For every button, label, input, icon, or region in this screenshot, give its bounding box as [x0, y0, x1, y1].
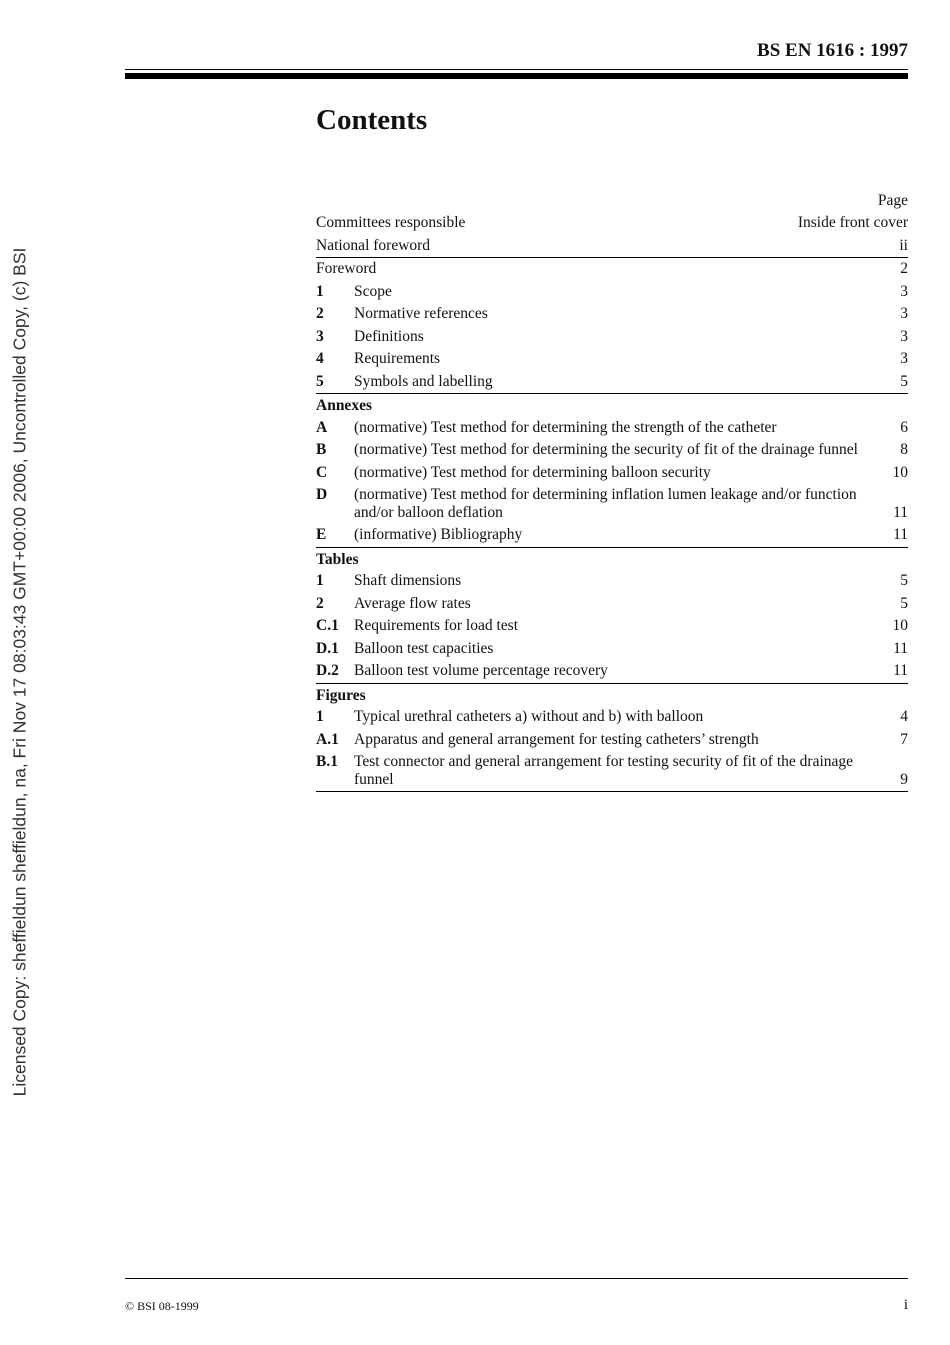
- toc-entry-number: A.1: [316, 730, 339, 748]
- copyright: © BSI 08-1999: [125, 1299, 199, 1313]
- toc-entry-title: (normative) Test method for determining balloon security: [354, 463, 711, 481]
- toc-entry-page: 11: [893, 662, 908, 679]
- toc-entry-title: (normative) Test method for determining the strength of the catheter: [354, 418, 777, 436]
- toc-entry-page: 8: [900, 441, 908, 458]
- toc-entry-number: 1: [316, 282, 324, 300]
- toc-row[interactable]: [316, 615, 908, 638]
- toc-entry-page: 5: [900, 372, 908, 390]
- toc-entry-number: 1: [316, 708, 324, 725]
- toc-row[interactable]: [316, 751, 908, 792]
- toc-row[interactable]: [316, 235, 908, 259]
- toc-row[interactable]: [316, 593, 908, 616]
- toc-entry-number: C.1: [316, 617, 339, 634]
- toc-entry-page: Inside front cover: [797, 214, 908, 231]
- toc-entry-title: Normative references: [354, 305, 488, 322]
- toc-row[interactable]: [316, 439, 908, 462]
- toc-entry-title: Balloon test volume percentage recovery: [354, 662, 608, 679]
- page-title: Contents: [316, 104, 428, 136]
- toc-row[interactable]: [316, 729, 908, 752]
- footer-rule: [125, 1278, 908, 1279]
- toc-entry-title: (normative) Test method for determining inflation lumen leakage and/or function and/or balloon deflation: [354, 486, 857, 521]
- license-watermark: Licensed Copy: sheffieldun sheffieldun, na, Fri Nov 17 08:03:43 GMT+00:00 2006, Uncontrolled Copy, (c) BSI: [9, 247, 30, 1097]
- toc-entry-page: 6: [900, 418, 908, 436]
- toc-entry-page: 3: [900, 282, 908, 300]
- toc-row[interactable]: [316, 258, 908, 281]
- toc-row[interactable]: [316, 371, 908, 395]
- toc-entry-title: Apparatus and general arrangement for testing catheters’ strength: [354, 730, 759, 748]
- toc-entry-page: ii: [899, 236, 908, 254]
- toc-entry-title: Committees responsible: [316, 214, 466, 231]
- toc-entry-page: 11: [893, 503, 908, 521]
- toc-row[interactable]: [316, 638, 908, 661]
- table-of-contents: [316, 192, 908, 792]
- toc-row[interactable]: [316, 524, 908, 548]
- figures-heading: Figures: [316, 686, 366, 704]
- toc-row[interactable]: [316, 348, 908, 371]
- toc-entry-title: Scope: [354, 282, 392, 300]
- toc-entry-title: Balloon test capacities: [354, 639, 494, 657]
- toc-entry-title: (informative) Bibliography: [354, 526, 523, 543]
- header-rule-thick: [125, 73, 908, 79]
- header-rule-thin: [125, 69, 908, 70]
- toc-entry-page: 11: [893, 639, 908, 657]
- toc-entry-number: B: [316, 441, 327, 458]
- toc-entry-number: B.1: [316, 753, 338, 770]
- toc-entry-title: (normative) Test method for determining the security of fit of the drainage funnel: [354, 441, 858, 458]
- toc-entry-page: 2: [900, 260, 908, 277]
- toc-entry-number: C: [316, 463, 328, 481]
- toc-entry-page: 11: [893, 526, 908, 543]
- toc-entry-title: Definitions: [354, 327, 424, 345]
- toc-entry-number: 3: [316, 327, 324, 345]
- toc-entry-title: Symbols and labelling: [354, 372, 493, 390]
- toc-entry-number: 2: [316, 594, 324, 612]
- toc-entry-title: National foreword: [316, 236, 431, 254]
- toc-entry-page: 3: [900, 327, 908, 345]
- toc-row[interactable]: [316, 660, 908, 684]
- annexes-heading: Annexes: [316, 397, 372, 414]
- toc-entry-title: Requirements: [354, 350, 441, 367]
- toc-entry-number: D: [316, 486, 328, 503]
- toc-row[interactable]: [316, 484, 908, 524]
- toc-entry-page: 5: [900, 572, 908, 589]
- toc-row[interactable]: [316, 303, 908, 326]
- toc-row[interactable]: [316, 570, 908, 593]
- toc-entry-number: 5: [316, 372, 324, 390]
- toc-entry-title: Foreword: [316, 260, 377, 277]
- toc-entry-page: 10: [892, 463, 908, 481]
- toc-row[interactable]: [316, 212, 908, 235]
- toc-entry-number: 1: [316, 572, 324, 589]
- toc-entry-title: Test connector and general arrangement for testing security of fit of the drainage funnel: [354, 753, 854, 788]
- toc-entry-number: 4: [316, 350, 324, 367]
- toc-row[interactable]: [316, 706, 908, 729]
- toc-row[interactable]: [316, 326, 908, 349]
- toc-entry-page: 5: [900, 594, 908, 612]
- tables-heading: Tables: [316, 550, 359, 568]
- toc-entry-number: D.2: [316, 662, 339, 679]
- toc-entry-title: Typical urethral catheters a) without and b) with balloon: [354, 708, 704, 725]
- page-number: i: [903, 1297, 908, 1313]
- toc-entry-title: Average flow rates: [354, 594, 471, 612]
- toc-entry-page: 7: [900, 730, 908, 748]
- toc-entry-page: 9: [900, 770, 908, 788]
- toc-row[interactable]: [316, 417, 908, 440]
- toc-entry-page: 3: [900, 305, 908, 322]
- toc-row[interactable]: [316, 281, 908, 304]
- toc-entry-title: Shaft dimensions: [354, 572, 462, 589]
- toc-entry-page: 10: [892, 617, 908, 634]
- toc-entry-number: A: [316, 418, 328, 436]
- toc-entry-number: E: [316, 526, 327, 543]
- toc-entry-page: 3: [900, 350, 908, 367]
- toc-row[interactable]: [316, 462, 908, 485]
- toc-entry-number: D.1: [316, 639, 339, 657]
- toc-entry-number: 2: [316, 305, 324, 322]
- toc-entry-title: Requirements for load test: [354, 617, 518, 634]
- document-id: BS EN 1616 : 1997: [757, 40, 908, 61]
- page-column-header: Page: [877, 192, 908, 209]
- toc-entry-page: 4: [900, 708, 908, 725]
